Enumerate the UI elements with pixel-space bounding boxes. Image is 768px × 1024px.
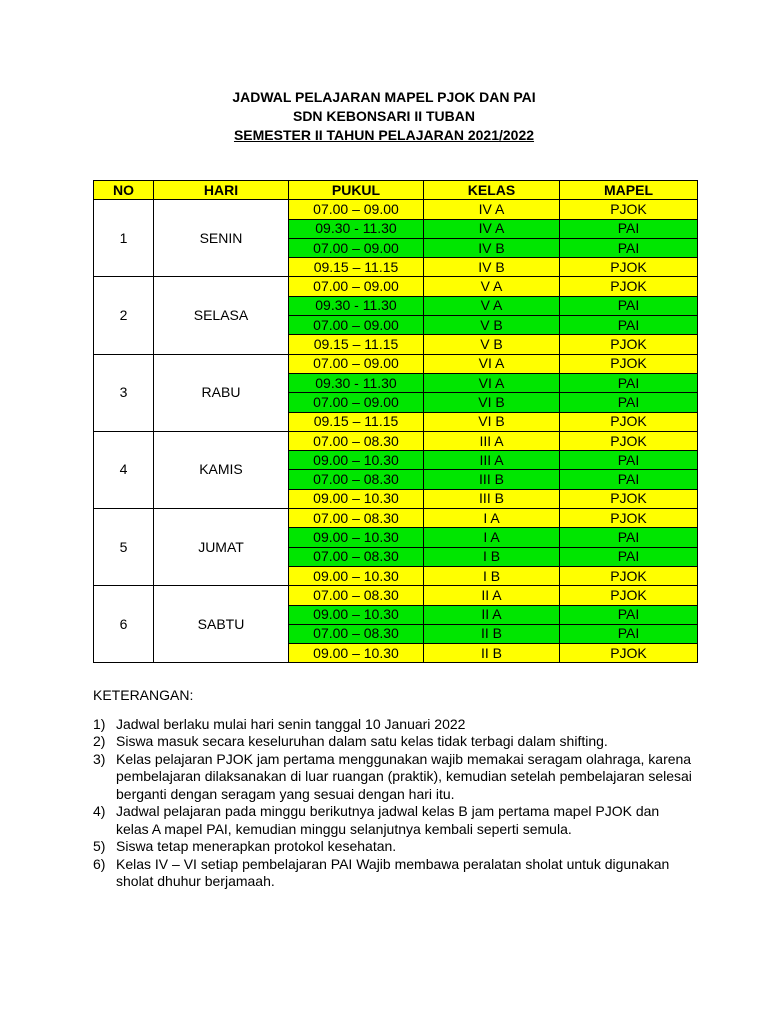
cell-mapel: PJOK bbox=[560, 489, 698, 508]
cell-mapel: PJOK bbox=[560, 354, 698, 373]
cell-hari: KAMIS bbox=[154, 431, 289, 508]
cell-pukul: 09.15 – 11.15 bbox=[289, 412, 424, 431]
cell-pukul: 07.00 – 09.00 bbox=[289, 354, 424, 373]
list-item-text: Kelas IV – VI setiap pembelajaran PAI Wajib membawa peralatan sholat untuk digunakan sholat dhuhur berjamaah. bbox=[116, 855, 670, 889]
keterangan-section bbox=[93, 687, 693, 891]
cell-pukul: 09.30 - 11.30 bbox=[289, 373, 424, 392]
title-line-1: JADWAL PELAJARAN MAPEL PJOK DAN PAI bbox=[232, 89, 536, 105]
list-item-number: 4) bbox=[93, 803, 106, 819]
cell-kelas: IV B bbox=[424, 258, 560, 277]
cell-pukul: 07.00 – 09.00 bbox=[289, 238, 424, 257]
table-row bbox=[94, 586, 698, 605]
cell-mapel: PAI bbox=[560, 296, 698, 315]
cell-mapel: PJOK bbox=[560, 200, 698, 219]
cell-kelas: I B bbox=[424, 547, 560, 566]
cell-kelas: III B bbox=[424, 470, 560, 489]
cell-no: 5 bbox=[94, 509, 154, 586]
cell-kelas: II A bbox=[424, 586, 560, 605]
cell-kelas: VI A bbox=[424, 373, 560, 392]
cell-pukul: 07.00 – 09.00 bbox=[289, 200, 424, 219]
cell-mapel: PJOK bbox=[560, 509, 698, 528]
cell-pukul: 09.00 – 10.30 bbox=[289, 489, 424, 508]
table-row bbox=[94, 200, 698, 219]
cell-kelas: V B bbox=[424, 335, 560, 354]
list-item-number: 6) bbox=[93, 855, 106, 872]
cell-kelas: III A bbox=[424, 431, 560, 450]
cell-kelas: IV A bbox=[424, 219, 560, 238]
cell-pukul: 09.30 - 11.30 bbox=[289, 219, 424, 238]
cell-pukul: 07.00 – 08.30 bbox=[289, 586, 424, 605]
cell-pukul: 07.00 – 08.30 bbox=[289, 547, 424, 566]
cell-pukul: 07.00 – 09.00 bbox=[289, 393, 424, 412]
schedule-table bbox=[93, 180, 698, 663]
cell-kelas: III B bbox=[424, 489, 560, 508]
cell-mapel: PAI bbox=[560, 528, 698, 547]
header-kelas: KELAS bbox=[424, 181, 560, 200]
title-line-2: SDN KEBONSARI II TUBAN bbox=[292, 108, 475, 124]
list-item bbox=[93, 803, 693, 838]
cell-pukul: 09.00 – 10.30 bbox=[289, 605, 424, 624]
title-line-3: SEMESTER II TAHUN PELAJARAN 2021/2022 bbox=[233, 127, 535, 143]
cell-kelas: III A bbox=[424, 451, 560, 470]
cell-mapel: PJOK bbox=[560, 277, 698, 296]
keterangan-heading: KETERANGAN: bbox=[93, 687, 194, 703]
cell-mapel: PJOK bbox=[560, 644, 698, 663]
header-hari: HARI bbox=[154, 181, 289, 200]
list-item-text: Kelas pelajaran PJOK jam pertama menggunakan wajib memakai seragam olahraga, karena pembelajaran dilaksanakan di luar ruangan (praktik), kemudian setelah pembelajaran selesai berganti dengan seragam yang sesuai dengan hari itu. bbox=[116, 750, 692, 802]
cell-pukul: 07.00 – 08.30 bbox=[289, 624, 424, 643]
cell-kelas: IV A bbox=[424, 200, 560, 219]
cell-pukul: 07.00 – 09.00 bbox=[289, 316, 424, 335]
cell-mapel: PAI bbox=[560, 547, 698, 566]
cell-pukul: 09.15 – 11.15 bbox=[289, 258, 424, 277]
cell-mapel: PJOK bbox=[560, 412, 698, 431]
cell-mapel: PJOK bbox=[560, 586, 698, 605]
cell-kelas: IV B bbox=[424, 238, 560, 257]
cell-mapel: PJOK bbox=[560, 258, 698, 277]
cell-mapel: PJOK bbox=[560, 431, 698, 450]
list-item-text: Siswa tetap menerapkan protokol kesehatan. bbox=[116, 838, 397, 854]
header-mapel: MAPEL bbox=[560, 181, 698, 200]
cell-kelas: II A bbox=[424, 605, 560, 624]
list-item bbox=[93, 751, 693, 804]
cell-pukul: 07.00 – 08.30 bbox=[289, 509, 424, 528]
cell-kelas: I A bbox=[424, 528, 560, 547]
list-item-number: 1) bbox=[93, 715, 106, 732]
cell-kelas: VI B bbox=[424, 393, 560, 412]
list-item bbox=[93, 716, 693, 734]
cell-no: 1 bbox=[94, 200, 154, 277]
cell-no: 3 bbox=[94, 354, 154, 431]
list-item-number: 2) bbox=[93, 733, 106, 749]
cell-no: 6 bbox=[94, 586, 154, 663]
cell-kelas: I A bbox=[424, 509, 560, 528]
cell-mapel: PAI bbox=[560, 605, 698, 624]
cell-no: 4 bbox=[94, 431, 154, 508]
cell-mapel: PAI bbox=[560, 373, 698, 392]
cell-pukul: 09.30 - 11.30 bbox=[289, 296, 424, 315]
cell-hari: RABU bbox=[154, 354, 289, 431]
cell-kelas: V A bbox=[424, 277, 560, 296]
cell-kelas: II B bbox=[424, 624, 560, 643]
cell-mapel: PJOK bbox=[560, 566, 698, 585]
cell-kelas: I B bbox=[424, 566, 560, 585]
list-item bbox=[93, 856, 693, 891]
cell-hari: JUMAT bbox=[154, 509, 289, 586]
cell-pukul: 09.00 – 10.30 bbox=[289, 566, 424, 585]
cell-hari: SENIN bbox=[154, 200, 289, 277]
cell-hari: SELASA bbox=[154, 277, 289, 354]
schedule-body bbox=[94, 200, 698, 663]
cell-pukul: 09.00 – 10.30 bbox=[289, 451, 424, 470]
header-no: NO bbox=[94, 181, 154, 200]
table-row bbox=[94, 277, 698, 296]
list-item bbox=[93, 733, 693, 751]
table-row bbox=[94, 354, 698, 373]
table-row bbox=[94, 431, 698, 450]
keterangan-list bbox=[93, 716, 693, 891]
list-item-number: 5) bbox=[93, 838, 106, 854]
cell-mapel: PAI bbox=[560, 624, 698, 643]
cell-kelas: VI A bbox=[424, 354, 560, 373]
cell-pukul: 09.15 – 11.15 bbox=[289, 335, 424, 354]
cell-mapel: PAI bbox=[560, 393, 698, 412]
cell-no: 2 bbox=[94, 277, 154, 354]
cell-kelas: V B bbox=[424, 316, 560, 335]
table-row bbox=[94, 509, 698, 528]
cell-mapel: PAI bbox=[560, 316, 698, 335]
list-item-text: Jadwal pelajaran pada minggu berikutnya jadwal kelas B jam pertama mapel PJOK dan kelas A mapel PAI, kemudian minggu selanjutnya kembali seperti semula. bbox=[116, 803, 660, 837]
cell-mapel: PAI bbox=[560, 470, 698, 489]
cell-pukul: 07.00 – 08.30 bbox=[289, 431, 424, 450]
cell-kelas: II B bbox=[424, 644, 560, 663]
cell-pukul: 07.00 – 08.30 bbox=[289, 470, 424, 489]
list-item-text: Siswa masuk secara keseluruhan dalam satu kelas tidak terbagi dalam shifting. bbox=[116, 733, 608, 749]
cell-pukul: 09.00 – 10.30 bbox=[289, 644, 424, 663]
cell-mapel: PAI bbox=[560, 219, 698, 238]
document-title bbox=[0, 88, 768, 145]
list-item bbox=[93, 838, 693, 856]
cell-mapel: PAI bbox=[560, 451, 698, 470]
table-header-row bbox=[94, 181, 698, 200]
cell-hari: SABTU bbox=[154, 586, 289, 663]
cell-pukul: 09.00 – 10.30 bbox=[289, 528, 424, 547]
cell-kelas: V A bbox=[424, 296, 560, 315]
cell-kelas: VI B bbox=[424, 412, 560, 431]
list-item-number: 3) bbox=[93, 750, 106, 767]
cell-mapel: PJOK bbox=[560, 335, 698, 354]
list-item-text: Jadwal berlaku mulai hari senin tanggal 10 Januari 2022 bbox=[116, 715, 466, 732]
header-pukul: PUKUL bbox=[289, 181, 424, 200]
cell-pukul: 07.00 – 09.00 bbox=[289, 277, 424, 296]
cell-mapel: PAI bbox=[560, 238, 698, 257]
